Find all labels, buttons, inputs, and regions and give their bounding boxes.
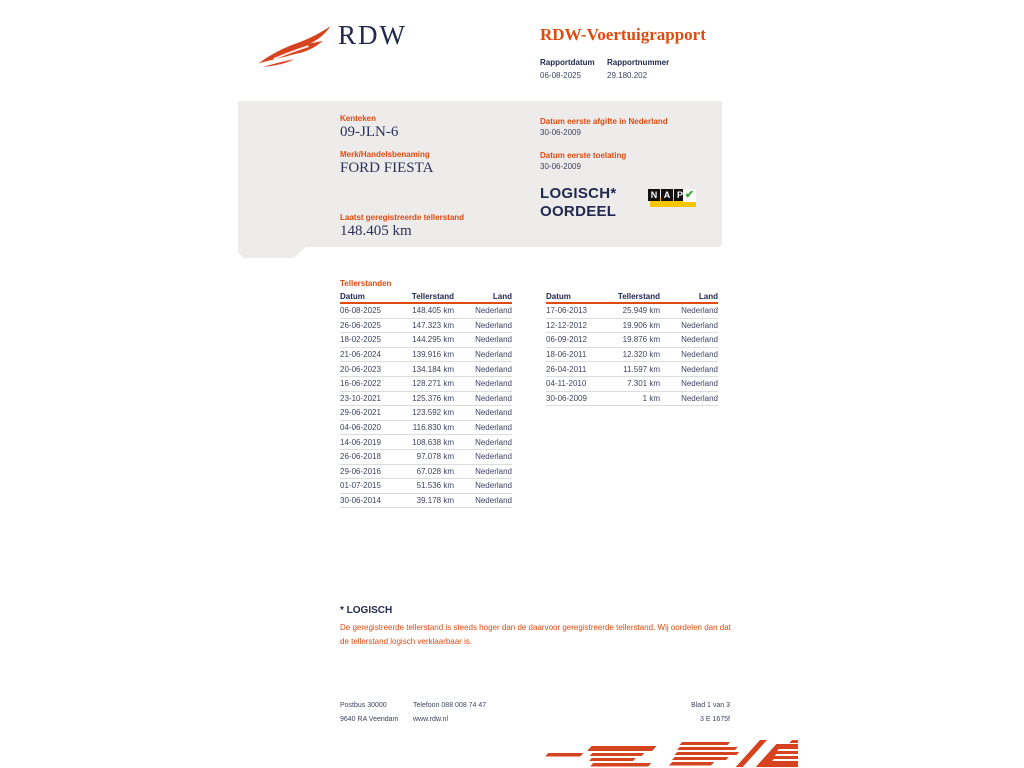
kenteken-label: Kenteken [340, 114, 377, 123]
oordeel-line1: LOGISCH* [540, 185, 617, 202]
table-cell: Nederland [475, 423, 512, 433]
table-row [546, 333, 718, 348]
table-cell: 01-07-2015 [340, 481, 381, 491]
table-cell: 7.301 km [627, 379, 660, 389]
footer-speed-lines-graphic [542, 740, 798, 767]
table-cell: Nederland [681, 320, 718, 330]
odometer-table-right [546, 291, 718, 406]
table-cell: 123.592 km [412, 408, 454, 418]
report-date-label: Rapportdatum [540, 58, 595, 67]
tellerstanden-title: Tellerstanden [340, 279, 392, 288]
tellerstand-label: Laatst geregistreerde tellerstand [340, 213, 465, 222]
table-cell: Nederland [475, 335, 512, 345]
vehicle-summary-panel [238, 101, 722, 247]
table-cell: 26-06-2018 [340, 452, 381, 462]
kenteken-value: 09-JLN-6 [340, 124, 399, 140]
table-cell: Nederland [475, 496, 512, 506]
table-cell: Nederland [475, 452, 512, 462]
report-number-value: 29.180.202 [607, 71, 648, 80]
table-row [340, 333, 512, 348]
table-cell: 29-06-2016 [340, 466, 381, 476]
table-cell: 116.830 km [412, 423, 454, 433]
report-number-label: Rapportnummer [607, 58, 670, 67]
nap-check-icon: ✔ [684, 189, 695, 201]
table-cell: 25.949 km [622, 306, 660, 316]
col-land: Land [698, 292, 718, 301]
table-row [340, 479, 512, 494]
table-body [546, 304, 718, 406]
table-cell: 19.876 km [622, 335, 660, 345]
merk-label: Merk/Handelsbenaming [340, 150, 430, 159]
col-datum: Datum [340, 292, 365, 301]
table-cell: 147.323 km [412, 320, 454, 330]
table-cell: Nederland [475, 408, 512, 418]
table-cell: Nederland [681, 335, 718, 345]
table-cell: 14-06-2019 [340, 437, 381, 447]
afgifte-value: 30-06-2009 [540, 128, 581, 137]
col-tellerstand: Tellerstand [617, 292, 660, 301]
table-cell: 128.271 km [412, 379, 454, 389]
footer-website: www.rdw.nl [413, 716, 449, 723]
table-cell: Nederland [475, 320, 512, 330]
col-land: Land [492, 292, 512, 301]
table-cell: 51.536 km [416, 481, 454, 491]
table-row [340, 348, 512, 363]
col-tellerstand: Tellerstand [411, 292, 454, 301]
table-row [546, 348, 718, 363]
table-cell: 30-06-2014 [340, 496, 381, 506]
table-cell: Nederland [681, 364, 718, 374]
rdw-logo-icon [256, 24, 334, 70]
table-cell: 26-06-2025 [340, 320, 381, 330]
report-number-block [607, 58, 669, 80]
table-cell: 11.597 km [623, 364, 660, 374]
nap-letter-p: P [674, 189, 686, 201]
table-cell: 21-06-2024 [340, 350, 381, 360]
table-cell: Nederland [681, 393, 718, 403]
table-cell: 134.184 km [412, 364, 454, 374]
table-row [340, 392, 512, 407]
nap-logo [648, 187, 698, 211]
table-cell: Nederland [475, 466, 512, 476]
table-cell: 19.906 km [622, 320, 660, 330]
table-header [340, 291, 512, 304]
page-title: RDW-Voertuigrapport [540, 25, 706, 44]
col-datum: Datum [546, 292, 571, 301]
table-cell: Nederland [475, 393, 512, 403]
table-cell: 144.295 km [412, 335, 454, 345]
table-cell: 29-06-2021 [340, 408, 381, 418]
footer-address [340, 699, 398, 727]
table-cell: 148.405 km [412, 306, 454, 316]
afgifte-label: Datum eerste afgifte in Nederland [540, 117, 668, 126]
table-cell: Nederland [475, 306, 512, 316]
report-date-block [540, 58, 595, 80]
table-cell: 17-06-2013 [546, 306, 587, 316]
table-row [340, 319, 512, 334]
report-date-value: 06-08-2025 [540, 71, 581, 80]
table-cell: Nederland [681, 350, 718, 360]
table-cell: 12-12-2012 [546, 320, 587, 330]
footer-page-number: Blad 1 van 3 [691, 702, 730, 709]
table-row [340, 362, 512, 377]
table-cell: Nederland [681, 379, 718, 389]
verdict-text: De geregistreerde tellerstand is steeds hoger dan de daarvoor geregistreerde tellerstand. Wij oordelen dan dat de tellerstand logisch verklaarbaar is. [340, 623, 731, 646]
footer-address-line2: 9640 RA Veendam [340, 716, 399, 723]
table-header [546, 291, 718, 304]
table-row [340, 450, 512, 465]
table-cell: 04-11-2010 [546, 379, 587, 389]
nap-letter-n: N [648, 189, 660, 201]
footer-form-code: 3 E 1675f [700, 716, 730, 723]
table-row [340, 406, 512, 421]
table-row [546, 377, 718, 392]
table-row [340, 421, 512, 436]
table-row [546, 392, 718, 407]
table-cell: 26-04-2011 [546, 364, 587, 374]
table-cell: Nederland [475, 379, 512, 389]
tellerstand-value: 148.405 km [340, 223, 412, 239]
table-cell: 108.638 km [412, 437, 454, 447]
logo-wordmark: RDW [338, 20, 407, 50]
table-cell: 67.028 km [416, 466, 454, 476]
table-cell: Nederland [681, 306, 718, 316]
table-cell: 1 km [642, 393, 660, 403]
footer-address-line1: Postbus 30000 [340, 702, 387, 709]
table-row [546, 362, 718, 377]
table-row [340, 494, 512, 509]
table-row [340, 465, 512, 480]
table-cell: Nederland [475, 364, 512, 374]
table-row [340, 435, 512, 450]
table-cell: Nederland [475, 350, 512, 360]
table-cell: 125.376 km [412, 393, 454, 403]
table-row [340, 377, 512, 392]
odometer-table-left [340, 291, 512, 508]
footer-pagination [540, 699, 730, 727]
verdict-title: * LOGISCH [340, 605, 393, 616]
table-cell: 97.078 km [416, 452, 454, 462]
table-cell: 20-06-2023 [340, 364, 381, 374]
oordeel-line2: OORDEEL [540, 203, 617, 220]
table-cell: 23-10-2021 [340, 393, 381, 403]
table-cell: 06-08-2025 [340, 306, 381, 316]
toelating-label: Datum eerste toelating [540, 151, 627, 160]
table-row [546, 304, 718, 319]
table-cell: 139.916 km [412, 350, 454, 360]
toelating-value: 30-06-2009 [540, 162, 581, 171]
table-cell: Nederland [475, 481, 512, 491]
table-row [546, 319, 718, 334]
nap-letter-a: A [661, 189, 673, 201]
table-cell: 04-06-2020 [340, 423, 381, 433]
table-row [340, 304, 512, 319]
table-cell: 30-06-2009 [546, 393, 587, 403]
footer-phone: Telefoon 088 008 74 47 [413, 702, 487, 709]
oordeel-verdict [540, 185, 617, 221]
table-body [340, 304, 512, 508]
table-cell: Nederland [475, 437, 512, 447]
table-cell: 06-09-2012 [546, 335, 587, 345]
table-cell: 18-06-2011 [546, 350, 587, 360]
table-cell: 18-02-2025 [340, 335, 381, 345]
table-cell: 39.178 km [416, 496, 454, 506]
table-cell: 16-06-2022 [340, 379, 381, 389]
footer-contact [413, 699, 486, 727]
merk-value: FORD FIESTA [340, 160, 434, 176]
table-cell: 12.320 km [622, 350, 660, 360]
